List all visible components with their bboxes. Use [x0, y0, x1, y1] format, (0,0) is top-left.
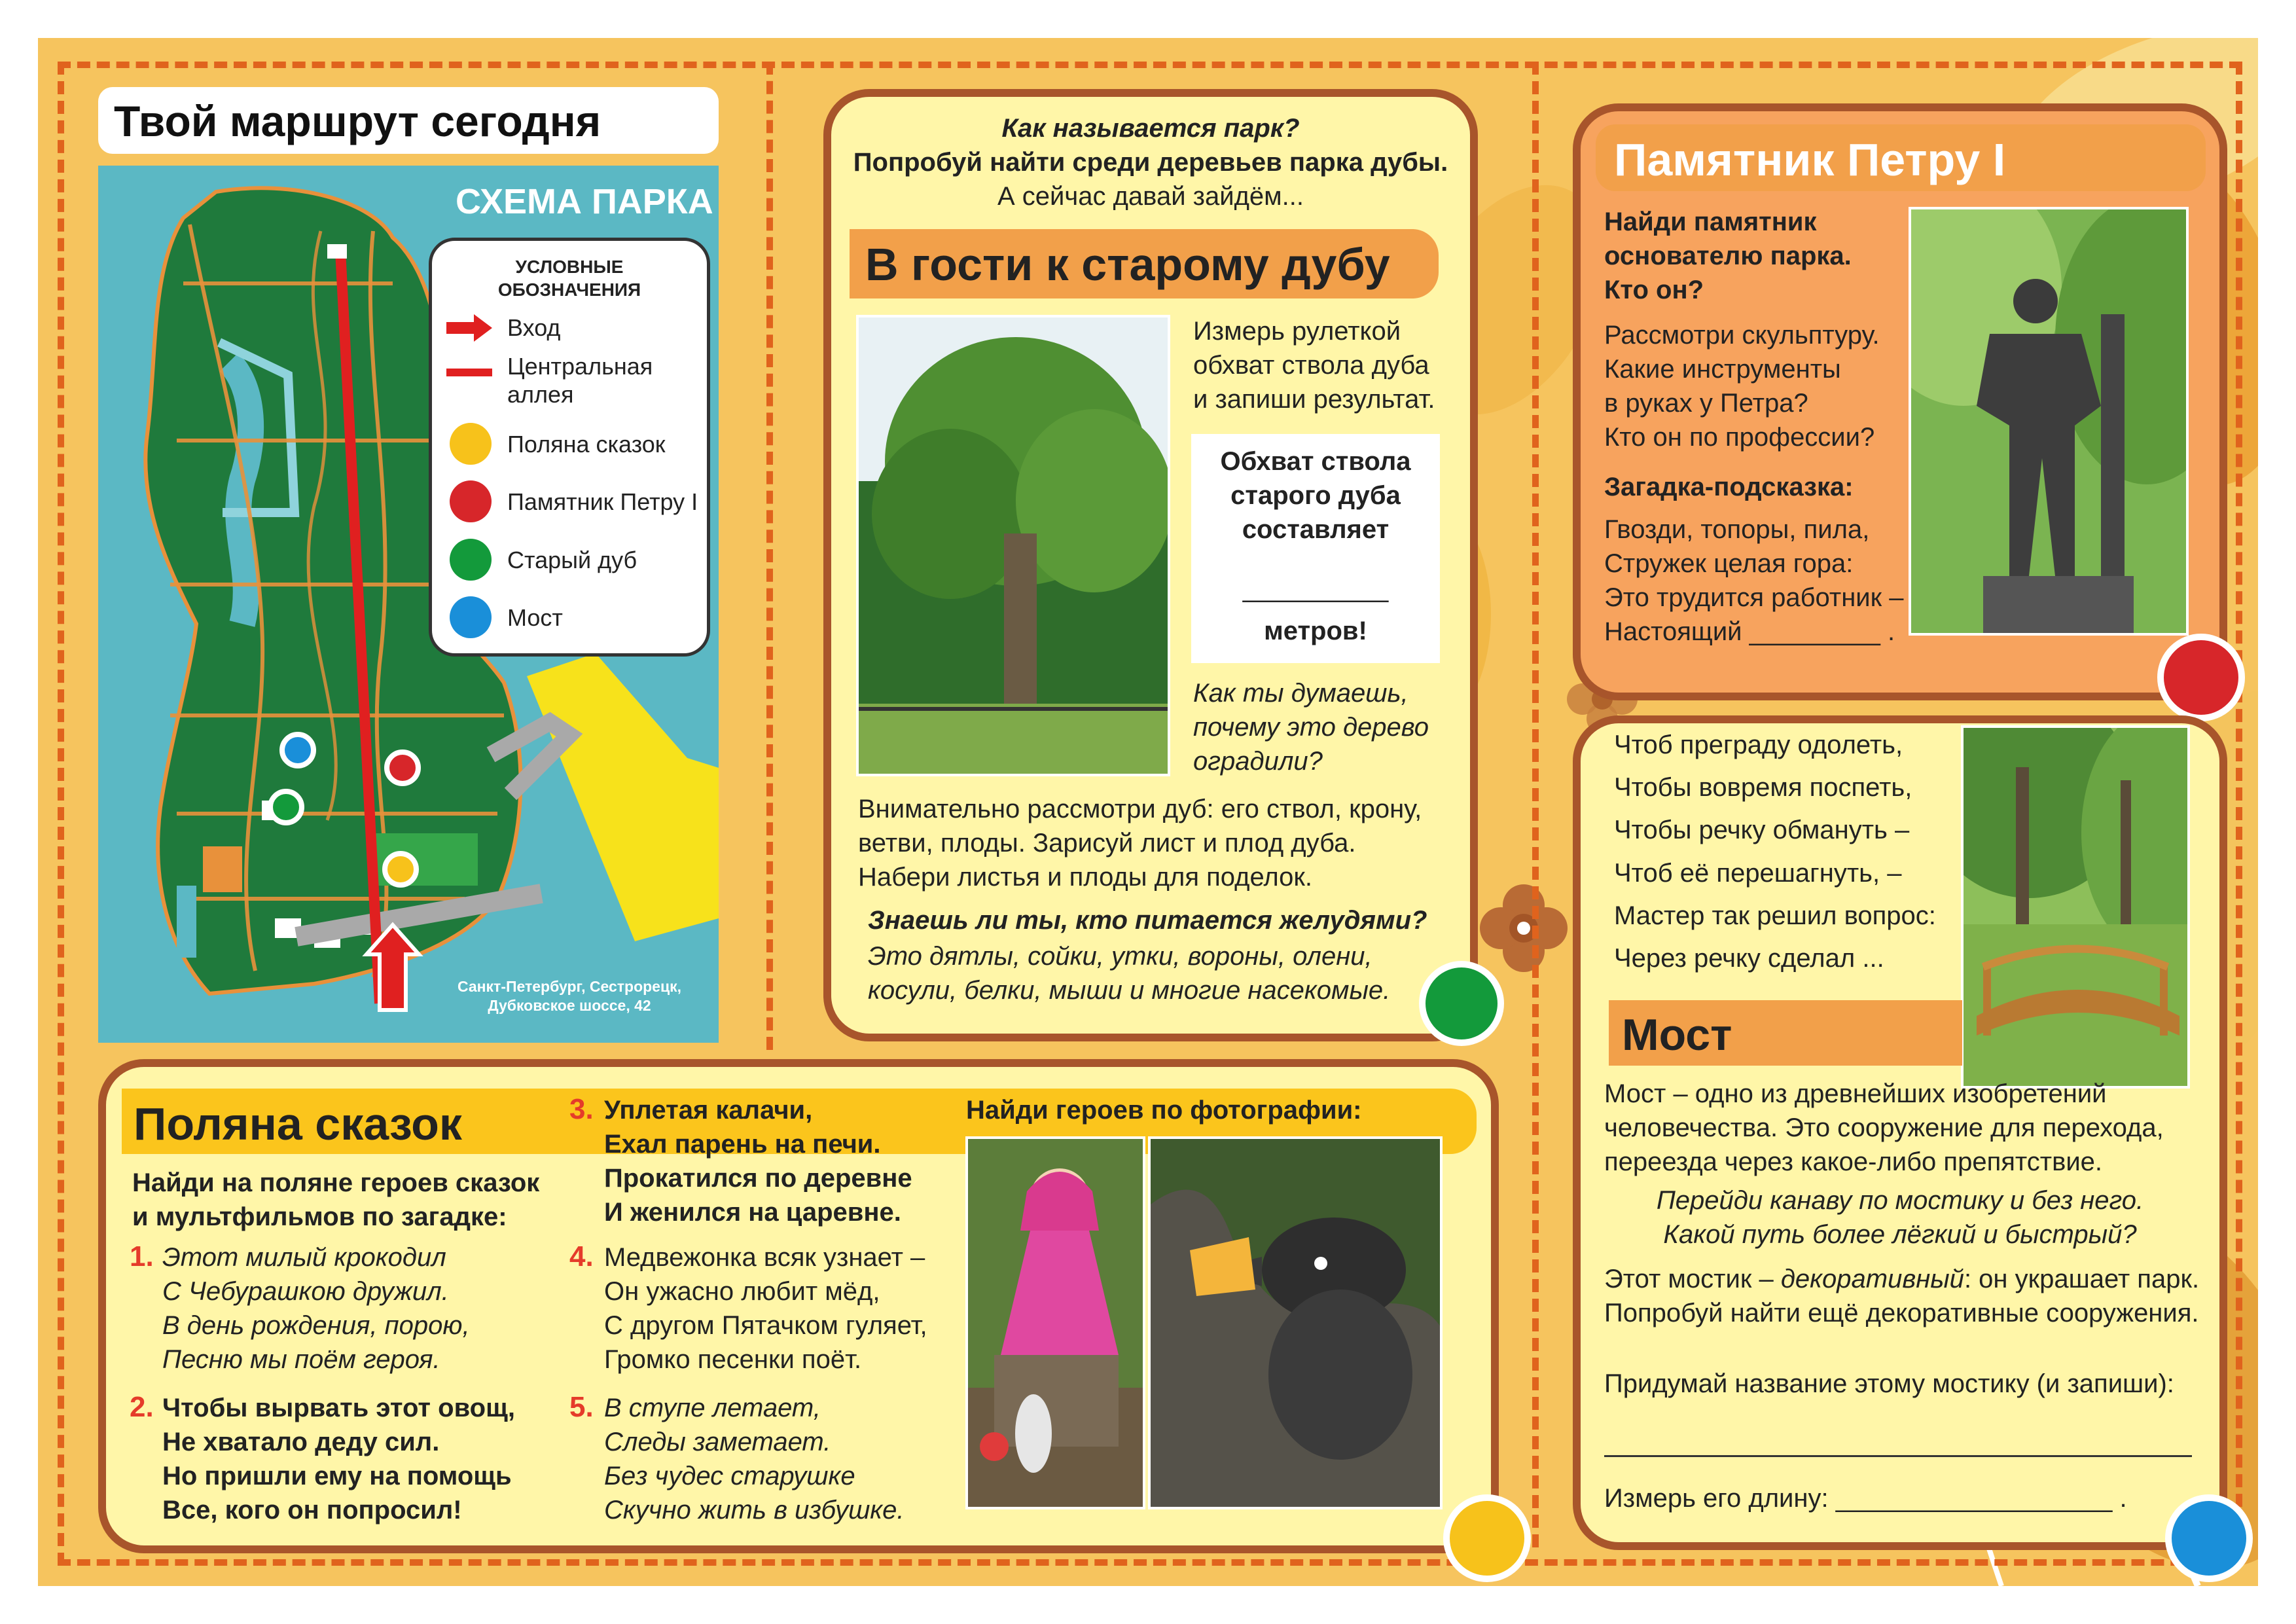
- park-map: [98, 166, 719, 1043]
- riddle-3: Уплетая калачи, Ехал парень на печи. Прокатился по деревне И женился на царевне.: [604, 1096, 912, 1227]
- alley-line-icon: [446, 369, 492, 376]
- bridge-intro: Мост – одно из древнейших изобретений человечества. Это сооружение для перехода, переезда через какое-либо препятствие.: [1604, 1079, 2164, 1176]
- peter-find-text: Найди памятник основателю парка. Кто он?: [1604, 208, 1852, 304]
- tales-title: Поляна сказок: [134, 1098, 462, 1149]
- oak-girth-unit: метров!: [1264, 617, 1367, 645]
- riddle-1: Этот милый крокодил С Чебурашкою дружил. В день рождения, порою, Песню мы поём героя.: [162, 1243, 470, 1374]
- bridge-length: Измерь его длину: ___________________ .: [1604, 1484, 2127, 1513]
- tales-photo-title: Найди героев по фотографии:: [966, 1096, 1362, 1125]
- oak-girth-box: [1191, 434, 1440, 663]
- riddle-5: В ступе летает, Следы заметает. Без чудес старушке Скучно жить в избушке.: [604, 1394, 905, 1525]
- peter-title-bar: [1596, 124, 2206, 191]
- tales-title-bar: [122, 1089, 567, 1154]
- riddle-2-number: 2.: [130, 1391, 154, 1423]
- tales-intro: Найди на поляне героев сказок и мультфильмов по загадке:: [132, 1168, 540, 1231]
- oak-acorn-answer: Это дятлы, сойки, утки, вороны, олени, косули, белки, мыши и многие насекомые.: [868, 942, 1391, 1005]
- oak-marker: [270, 791, 302, 823]
- oak-green-dot: [1419, 961, 1504, 1046]
- brochure-sheet: [38, 38, 2258, 1586]
- monument-marker: [387, 752, 418, 784]
- oak-look-text: Внимательно рассмотри дуб: его ствол, крону, ветви, плоды. Зарисуй лист и плод дуба. Набери листья и плоды для поделок.: [858, 795, 1422, 892]
- legend-oak: Старый дуб: [507, 547, 637, 573]
- bridge-title-bar: [1609, 1000, 1962, 1066]
- oak-measure-text: Измерь рулеткой обхват ствола дуба и запиши результат.: [1193, 317, 1435, 414]
- oak-acorn-question: Знаешь ли ты, кто питается желудями?: [868, 906, 1427, 935]
- oak-girth-blank: __________: [1242, 574, 1389, 603]
- crow-figure-image: [1151, 1139, 1443, 1509]
- red-dot-icon: [450, 480, 492, 522]
- riddle-3-number: 3.: [569, 1093, 594, 1125]
- dashed-divider: [1532, 62, 1539, 1547]
- oak-tree-image: [859, 317, 1170, 776]
- riddle-2: Чтобы вырвать этот овощ, Не хватало деду сил. Но пришли ему на помощь Все, кого он попросил!: [162, 1394, 515, 1525]
- map-title: СХЕМА ПАРКА: [456, 182, 713, 221]
- legend-title: УСЛОВНЫЕ ОБОЗНАЧЕНИЯ: [497, 257, 641, 300]
- route-title-box: [98, 87, 719, 154]
- peter-riddle-title: Загадка-подсказка:: [1604, 473, 1854, 501]
- masha-figure-image: [968, 1139, 1145, 1509]
- tales-marker: [385, 854, 416, 885]
- legend-entrance: Вход: [507, 314, 561, 341]
- peter-riddle-text: Гвозди, топоры, пила, Стружек целая гора: Это трудится работник – Настоящий _________ .: [1604, 515, 1904, 646]
- bridge-cross: Перейди канаву по мостику и без него. Какой путь более лёгкий и быстрый?: [1656, 1186, 2144, 1249]
- riddle-1-number: 1.: [130, 1240, 154, 1272]
- riddle-4-number: 4.: [569, 1240, 594, 1272]
- bridge-decorative: Этот мостик – декоративный: он украшает парк.: [1604, 1265, 2200, 1293]
- tales-yellow-dot: [1443, 1494, 1531, 1582]
- bridge-find-more: Попробуй найти ещё декоративные сооружения.: [1604, 1299, 2199, 1327]
- blue-dot-icon: [450, 596, 492, 638]
- route-title: Твой маршрут сегодня: [114, 97, 601, 145]
- peter-title: Памятник Петру I: [1614, 134, 2006, 185]
- peter-statue-image: [1911, 209, 2189, 636]
- oak-photo: [856, 315, 1170, 776]
- oak-questions: Как называется парк? Попробуй найти среди деревьев парка дубы. А сейчас давай зайдём...: [853, 114, 1448, 211]
- bridge-photo: [1961, 725, 2190, 1089]
- riddle-5-number: 5.: [569, 1391, 594, 1423]
- dashed-divider: [766, 62, 773, 1050]
- green-dot-icon: [450, 539, 492, 581]
- legend-bridge: Мост: [507, 604, 563, 631]
- crow-photo: [1148, 1136, 1443, 1509]
- bridge-name-answer-line[interactable]: [1604, 1455, 2192, 1457]
- oak-girth-label: Обхват ствола старого дуба составляет: [1220, 447, 1411, 544]
- peter-red-dot: [2157, 634, 2245, 721]
- map-legend: [429, 238, 710, 657]
- bridge-poem: Чтоб преграду одолеть, Чтобы вовремя поспеть, Чтобы речку обмануть – Чтоб её перешагнуть, – Мастер так решил вопрос: Через речку сделал ...: [1614, 731, 1936, 973]
- bridge-name-it: Придумай название этому мостику (и запиши):: [1604, 1369, 2174, 1398]
- masha-photo: [965, 1136, 1145, 1509]
- bridge-image: [1964, 728, 2190, 1089]
- oak-title-bar: [850, 229, 1439, 298]
- oak-title: В гости к старому дубу: [865, 239, 1390, 290]
- legend-alley: Центральная аллея: [507, 353, 653, 408]
- legend-tales: Поляна сказок: [507, 431, 666, 458]
- riddle-4: Медвежонка всяк узнает – Он ужасно любит мёд, С другом Пятачком гуляет, Громко песенки поёт.: [604, 1243, 927, 1374]
- arrow-icon: [446, 314, 492, 342]
- peter-photo: [1909, 207, 2189, 636]
- peter-look-text: Рассмотри скульптуру. Какие инструменты в руках у Петра? Кто он по профессии?: [1604, 321, 1880, 452]
- oak-think-text: Как ты думаешь, почему это дерево оградили?: [1193, 679, 1429, 776]
- map-address: Санкт-Петербург, Сестрорецк, Дубковское шоссе, 42: [457, 978, 682, 1014]
- bridge-blue-dot: [2165, 1494, 2253, 1582]
- bridge-marker: [282, 734, 314, 766]
- yellow-dot-icon: [450, 423, 492, 465]
- bridge-title: Мост: [1622, 1010, 1732, 1060]
- legend-monument: Памятник Петру I: [507, 488, 698, 515]
